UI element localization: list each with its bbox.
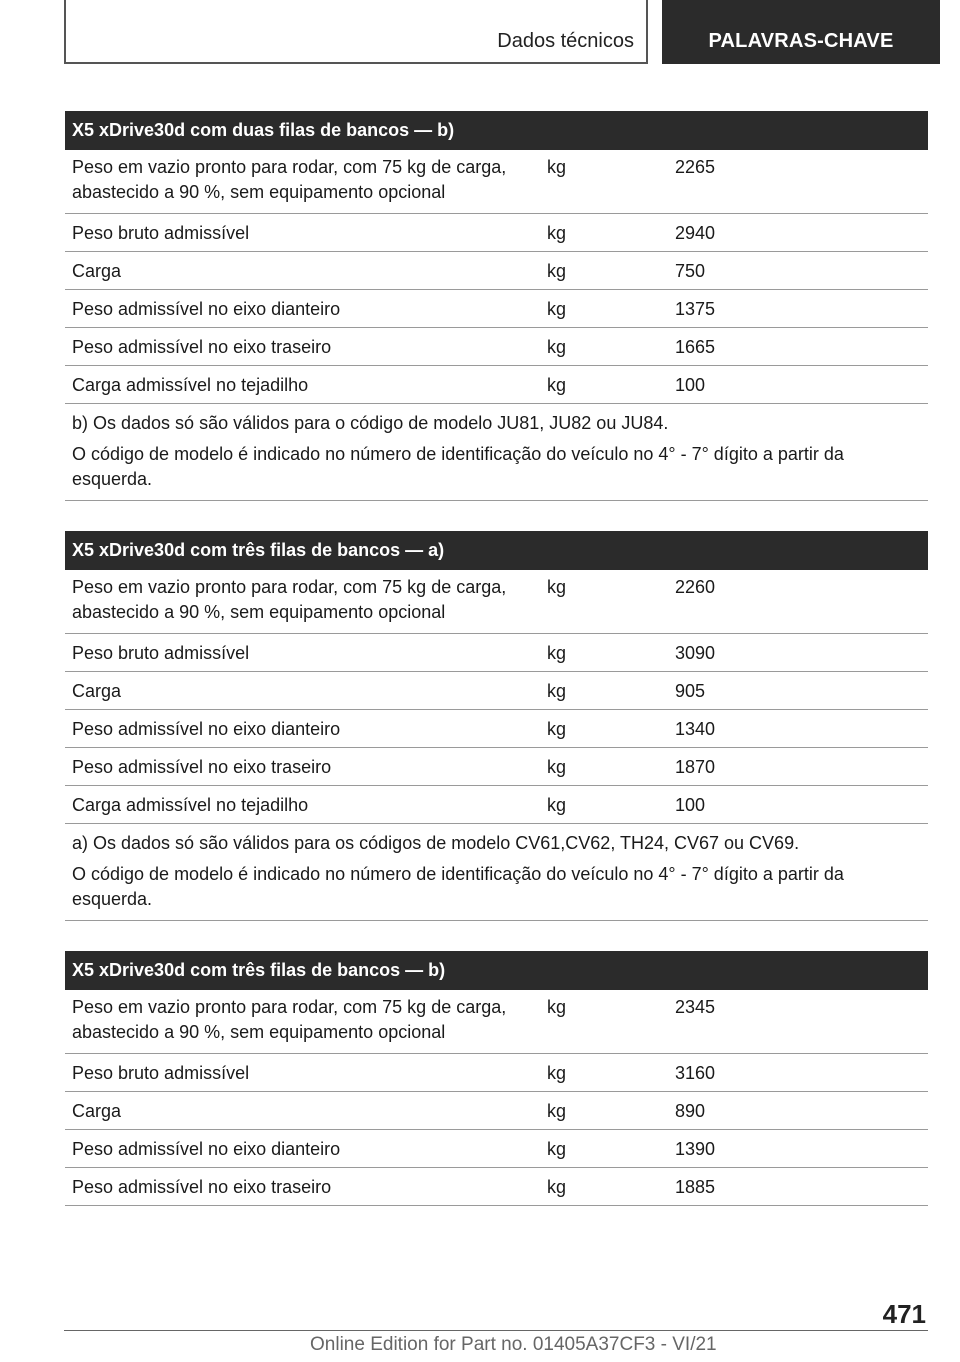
row-unit: kg bbox=[547, 223, 567, 243]
table-footnote bbox=[65, 404, 928, 501]
table-row bbox=[65, 672, 928, 710]
row-label: Carga bbox=[72, 681, 122, 701]
footnote-line: b) Os dados só são válidos para o código de modelo JU81, JU82 ou JU84. bbox=[72, 413, 669, 433]
table-row bbox=[65, 786, 928, 824]
table-footnote bbox=[65, 824, 928, 921]
table-row bbox=[65, 366, 928, 404]
row-value: 100 bbox=[675, 375, 706, 395]
footer-edition-text: Online Edition for Part no. 01405A37CF3 - VI/21 bbox=[310, 1334, 717, 1355]
row-value: 1870 bbox=[675, 757, 716, 777]
row-value: 1375 bbox=[675, 299, 716, 319]
row-label: Carga bbox=[72, 261, 122, 281]
row-unit: kg bbox=[547, 577, 567, 597]
table-row bbox=[65, 1130, 928, 1168]
table-row bbox=[65, 1168, 928, 1206]
row-unit: kg bbox=[547, 681, 567, 701]
page-number: 471 bbox=[882, 1299, 926, 1329]
row-label: Peso bruto admissível bbox=[72, 643, 250, 663]
row-value: 2265 bbox=[675, 157, 716, 177]
row-value: 750 bbox=[675, 261, 706, 281]
row-label: Peso bruto admissível bbox=[72, 223, 250, 243]
row-label: Peso em vazio pronto para rodar, com 75 kg de carga, abastecido a 90 %, sem equipamento opcional bbox=[72, 577, 507, 622]
row-label: Peso admissível no eixo dianteiro bbox=[72, 1139, 341, 1159]
row-value: 1340 bbox=[675, 719, 716, 739]
row-value: 100 bbox=[675, 795, 706, 815]
row-unit: kg bbox=[547, 1139, 567, 1159]
footnote-line: a) Os dados só são válidos para os códigos de modelo CV61,CV62, TH24, CV67 ou CV69. bbox=[72, 833, 800, 853]
row-value: 3160 bbox=[675, 1063, 716, 1083]
header-keywords-tab[interactable] bbox=[662, 0, 940, 64]
row-label: Peso admissível no eixo dianteiro bbox=[72, 299, 341, 319]
table-title: X5 xDrive30d com três filas de bancos — a) bbox=[65, 531, 928, 570]
spec-table bbox=[65, 951, 928, 1206]
row-unit: kg bbox=[547, 757, 567, 777]
row-value: 905 bbox=[675, 681, 706, 701]
row-label: Peso em vazio pronto para rodar, com 75 kg de carga, abastecido a 90 %, sem equipamento opcional bbox=[72, 997, 507, 1042]
row-unit: kg bbox=[547, 795, 567, 815]
row-label: Peso admissível no eixo traseiro bbox=[72, 337, 332, 357]
table-row bbox=[65, 634, 928, 672]
row-value: 2345 bbox=[675, 997, 716, 1017]
table-title: X5 xDrive30d com duas filas de bancos — b) bbox=[65, 111, 928, 150]
table-row bbox=[65, 290, 928, 328]
table-row bbox=[65, 570, 928, 634]
table-row bbox=[65, 990, 928, 1054]
row-label: Peso bruto admissível bbox=[72, 1063, 250, 1083]
row-unit: kg bbox=[547, 299, 567, 319]
row-value: 2940 bbox=[675, 223, 716, 243]
table-row bbox=[65, 710, 928, 748]
header-section-label: Dados técnicos bbox=[497, 30, 634, 52]
row-unit: kg bbox=[547, 337, 567, 357]
table-row bbox=[65, 1054, 928, 1092]
footer-divider bbox=[64, 1330, 928, 1331]
row-value: 1885 bbox=[675, 1177, 716, 1197]
row-unit: kg bbox=[547, 1101, 567, 1121]
row-label: Carga admissível no tejadilho bbox=[72, 375, 309, 395]
table-row bbox=[65, 1092, 928, 1130]
row-value: 890 bbox=[675, 1101, 706, 1121]
row-unit: kg bbox=[547, 261, 567, 281]
table-row bbox=[65, 252, 928, 290]
spec-table bbox=[65, 531, 928, 921]
row-value: 3090 bbox=[675, 643, 716, 663]
content bbox=[65, 111, 928, 1236]
table-row bbox=[65, 214, 928, 252]
row-label: Peso admissível no eixo dianteiro bbox=[72, 719, 341, 739]
footnote-line: O código de modelo é indicado no número de identificação do veículo no 4° - 7° dígito a partir da esquerda. bbox=[72, 444, 844, 489]
row-unit: kg bbox=[547, 1177, 567, 1197]
row-unit: kg bbox=[547, 997, 567, 1017]
row-value: 1390 bbox=[675, 1139, 716, 1159]
row-unit: kg bbox=[547, 375, 567, 395]
spec-table bbox=[65, 111, 928, 501]
row-label: Carga admissível no tejadilho bbox=[72, 795, 309, 815]
header-keywords-label[interactable]: PALAVRAS-CHAVE bbox=[708, 30, 894, 52]
row-label: Peso em vazio pronto para rodar, com 75 kg de carga, abastecido a 90 %, sem equipamento opcional bbox=[72, 157, 507, 202]
row-unit: kg bbox=[547, 157, 567, 177]
row-label: Peso admissível no eixo traseiro bbox=[72, 757, 332, 777]
header-section-tab bbox=[64, 0, 648, 64]
row-label: Carga bbox=[72, 1101, 122, 1121]
table-row bbox=[65, 150, 928, 214]
table-row bbox=[65, 748, 928, 786]
row-label: Peso admissível no eixo traseiro bbox=[72, 1177, 332, 1197]
row-unit: kg bbox=[547, 719, 567, 739]
row-value: 1665 bbox=[675, 337, 716, 357]
table-title: X5 xDrive30d com três filas de bancos — b) bbox=[65, 951, 928, 990]
row-value: 2260 bbox=[675, 577, 716, 597]
row-unit: kg bbox=[547, 1063, 567, 1083]
footnote-line: O código de modelo é indicado no número de identificação do veículo no 4° - 7° dígito a partir da esquerda. bbox=[72, 864, 844, 909]
table-row bbox=[65, 328, 928, 366]
row-unit: kg bbox=[547, 643, 567, 663]
